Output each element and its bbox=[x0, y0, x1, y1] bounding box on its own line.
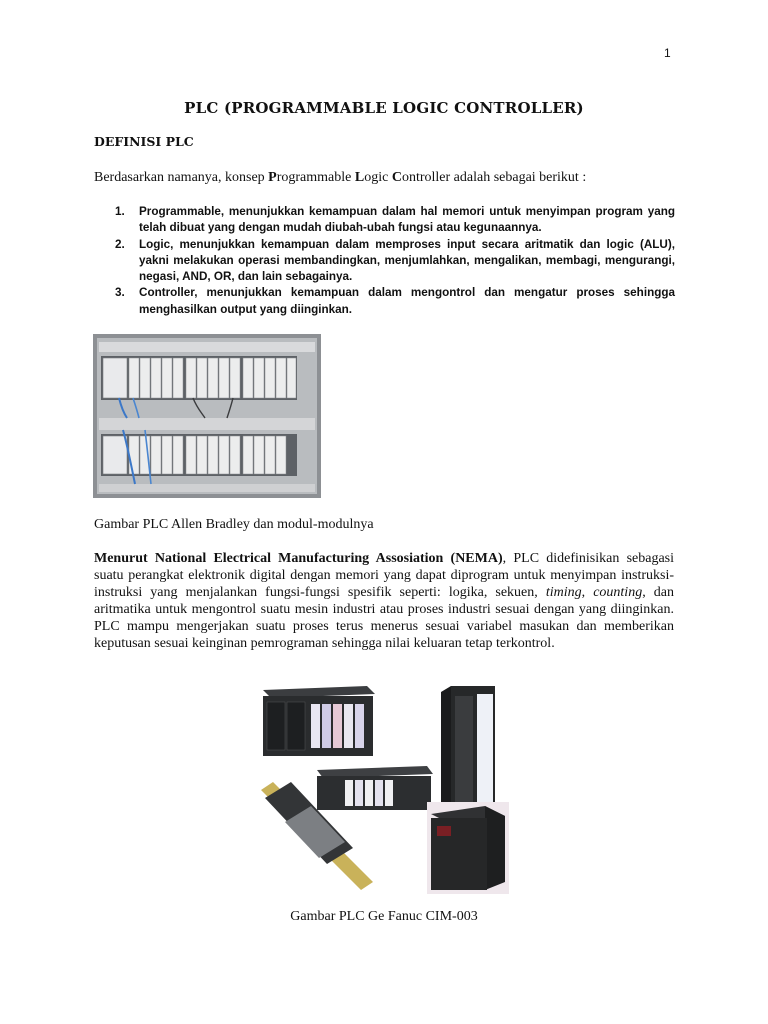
italic-term-counting: counting bbox=[593, 585, 643, 600]
list-item bbox=[110, 285, 675, 318]
definition-text: , menunjukkan kemampuan dalam hal memori untuk menyimpan program yang telah dibuat yang dengan mudah diubah-ubah fungsi atau kegunaannya. bbox=[139, 205, 675, 235]
compact-rack-front bbox=[317, 776, 431, 810]
io-module bbox=[254, 358, 264, 398]
nema-lead: Menurut National Electrical Manufacturing Assosiation (NEMA) bbox=[94, 551, 503, 566]
io-label-module bbox=[322, 704, 331, 748]
definition-text: , menunjukkan kemampuan dalam mengontrol dan mengatur proses sehingga menghasilkan output yang diinginkan. bbox=[139, 286, 675, 316]
document-title: PLC (PROGRAMMABLE LOGIC CONTROLLER) bbox=[184, 99, 584, 117]
compact-io-module bbox=[345, 780, 353, 806]
io-module bbox=[140, 358, 150, 398]
io-module bbox=[243, 436, 253, 474]
power-supply-module bbox=[103, 436, 127, 474]
io-label-module bbox=[355, 704, 364, 748]
io-label-module bbox=[344, 704, 353, 748]
ge-fanuc-plc-collage bbox=[255, 682, 511, 898]
compact-io-module bbox=[375, 780, 383, 806]
nema-definition-paragraph bbox=[94, 550, 674, 652]
io-module bbox=[151, 436, 161, 474]
io-module bbox=[162, 436, 172, 474]
list-number: 3. bbox=[115, 286, 125, 300]
intro-letter-c: C bbox=[391, 170, 402, 185]
io-module bbox=[186, 358, 196, 398]
io-module bbox=[173, 358, 183, 398]
box-controller-display bbox=[437, 826, 451, 836]
intro-text: rogrammable bbox=[276, 170, 355, 185]
intro-paragraph bbox=[94, 170, 684, 186]
definition-list bbox=[110, 204, 675, 318]
io-module bbox=[129, 358, 139, 398]
cpu-module bbox=[267, 702, 285, 750]
compact-io-module bbox=[365, 780, 373, 806]
cable-duct-middle bbox=[99, 418, 315, 430]
paragraph-text: , bbox=[581, 585, 594, 600]
compact-io-module bbox=[385, 780, 393, 806]
list-item bbox=[110, 237, 675, 286]
io-module bbox=[219, 436, 229, 474]
compact-plc-rack bbox=[317, 766, 433, 810]
definition-term: Programmable bbox=[139, 205, 221, 218]
cable-duct-bottom bbox=[99, 484, 315, 492]
compact-io-module bbox=[355, 780, 363, 806]
io-module bbox=[265, 358, 275, 398]
intro-text: ontroller adalah sebagai berikut : bbox=[401, 170, 587, 185]
allen-bradley-plc-photo bbox=[93, 334, 321, 498]
intro-text: Berdasarkan namanya, konsep bbox=[94, 170, 269, 185]
section-heading: DEFINISI PLC bbox=[94, 134, 194, 149]
io-label-module bbox=[311, 704, 320, 748]
intro-letter-l: L bbox=[354, 170, 365, 185]
io-module bbox=[162, 358, 172, 398]
io-module bbox=[173, 436, 183, 474]
paragraph-text: , PLC didefinisikan sebagasi suatu perangkat elektronik digital dengan memori yang dapat diprogram untuk menyimpan instruksi-instruksi yang menjalankan fungsi-fungsi spesifik seperti: logika, sekuen, bbox=[94, 551, 675, 600]
io-module bbox=[219, 358, 229, 398]
io-module bbox=[186, 436, 196, 474]
io-module bbox=[276, 358, 286, 398]
io-module bbox=[197, 358, 207, 398]
list-number: 1. bbox=[115, 205, 125, 218]
io-module bbox=[230, 436, 240, 474]
io-module bbox=[254, 436, 264, 474]
io-label-module bbox=[333, 704, 342, 748]
io-module bbox=[129, 436, 139, 474]
intro-letter-p: P bbox=[268, 170, 277, 185]
rack-plc-unit bbox=[263, 686, 375, 756]
cable-duct-top bbox=[99, 342, 315, 352]
io-module bbox=[208, 358, 218, 398]
cpu-module bbox=[287, 702, 305, 750]
italic-term-timing: timing bbox=[545, 585, 582, 600]
definition-term: Controller bbox=[139, 286, 195, 300]
box-plc-controller bbox=[427, 802, 509, 894]
io-module bbox=[151, 358, 161, 398]
io-module bbox=[287, 358, 296, 398]
page-number: 1 bbox=[664, 46, 671, 60]
figure-caption-ge-fanuc: Gambar PLC Ge Fanuc CIM-003 bbox=[290, 909, 478, 924]
lower-rack bbox=[101, 430, 297, 484]
io-module bbox=[276, 436, 286, 474]
intro-text: ogic bbox=[364, 170, 392, 185]
paragraph-text: , dan aritmatika untuk mengontrol suatu mesin industri atau proses industri sesuai dengan yang diinginkan. PLC mampu mengerjakan suatu proses terus menerus sesuai variabel masukan dan memberikan keputusan sesuai keinginan pemrograman sehingga nilai keluaran tetap terkontrol. bbox=[94, 585, 674, 651]
io-module bbox=[230, 358, 240, 398]
definition-term: Logic bbox=[139, 237, 171, 251]
io-module bbox=[197, 436, 207, 474]
io-module bbox=[243, 358, 253, 398]
list-item bbox=[110, 204, 675, 237]
figure-caption-allen-bradley: Gambar PLC Allen Bradley dan modul-modulnya bbox=[94, 517, 374, 532]
box-controller-side bbox=[485, 806, 505, 890]
power-supply-module bbox=[103, 358, 127, 398]
io-module bbox=[265, 436, 275, 474]
io-module bbox=[208, 436, 218, 474]
definition-text: , menunjukkan kemampuan dalam memproses input secara aritmatik dan logic (ALU), yakni melakukan operasi membandingkan, menjumlahkan, mengalikan, membagi, mengurangi, negasi, AND, OR, dan lain sebagainya. bbox=[139, 237, 675, 284]
list-number: 2. bbox=[115, 237, 125, 251]
